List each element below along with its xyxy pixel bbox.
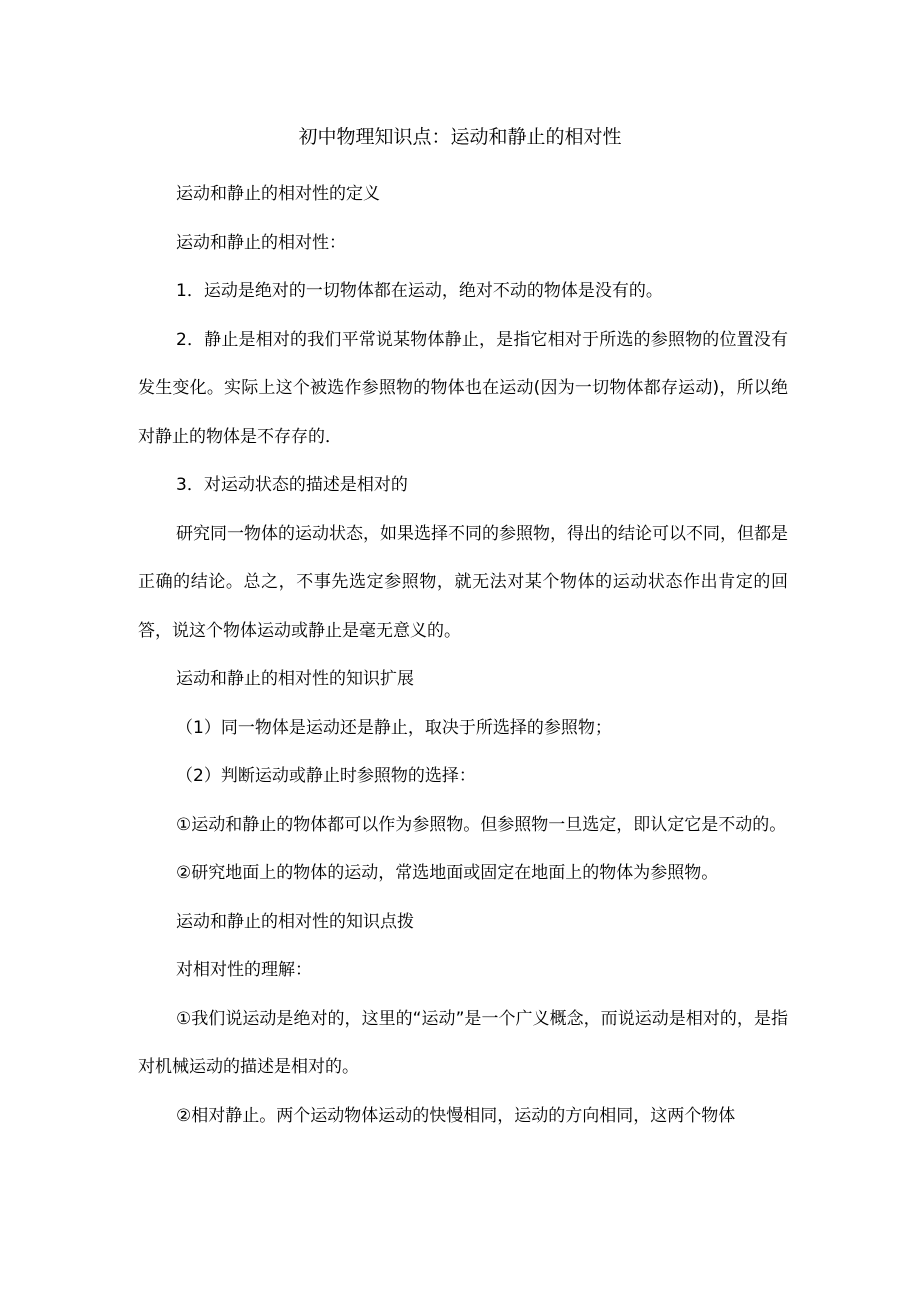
paragraph: 1．运动是绝对的一切物体都在运动，绝对不动的物体是没有的。 <box>176 281 663 301</box>
paragraph: 运动和静止的相对性： <box>176 232 346 253</box>
section-heading-definition: 运动和静止的相对性的定义 <box>176 184 380 204</box>
paragraph: 对相对性的理解： <box>176 960 312 980</box>
paragraph: 研究同一物体的运动状态，如果选择不同的参照物，得出的结论可以不同，但都是正确的结论。总之，不事先选定参照物，就无法对某个物体的运动状态作出肯定的回答，说这个物体运动或静止是毫无意义的。 <box>138 523 788 641</box>
paragraph: 3．对运动状态的描述是相对的 <box>176 475 408 495</box>
paragraph: 2．静止是相对的我们平常说某物体静止，是指它相对于所选的参照物的位置没有发生变化。实际上这个被选作参照物的物体也在运动(因为一切物体都存运动)，所以绝对静止的物体是不存存的． <box>138 329 788 447</box>
document-body <box>138 170 788 1140</box>
paragraph: ②研究地面上的物体的运动，常选地面或固定在地面上的物体为参照物。 <box>176 863 719 883</box>
section-heading-extension: 运动和静止的相对性的知识扩展 <box>176 669 414 689</box>
paragraph: ①我们说运动是绝对的，这里的“运动”是一个广义概念，而说运动是相对的，是指对机械运动的描述是相对的。 <box>138 1008 788 1077</box>
paragraph: （1）同一物体是运动还是静止，取决于所选择的参照物； <box>176 717 612 738</box>
page-title: 初中物理知识点：运动和静止的相对性 <box>298 126 622 148</box>
paragraph: ②相对静止。两个运动物体运动的快慢相同，运动的方向相同，这两个物体 <box>176 1105 736 1126</box>
paragraph: ①运动和静止的物体都可以作为参照物。但参照物一旦选定，即认定它是不动的。 <box>176 814 787 835</box>
section-heading-tips: 运动和静止的相对性的知识点拨 <box>176 911 414 932</box>
paragraph: （2）判断运动或静止时参照物的选择： <box>176 766 476 786</box>
